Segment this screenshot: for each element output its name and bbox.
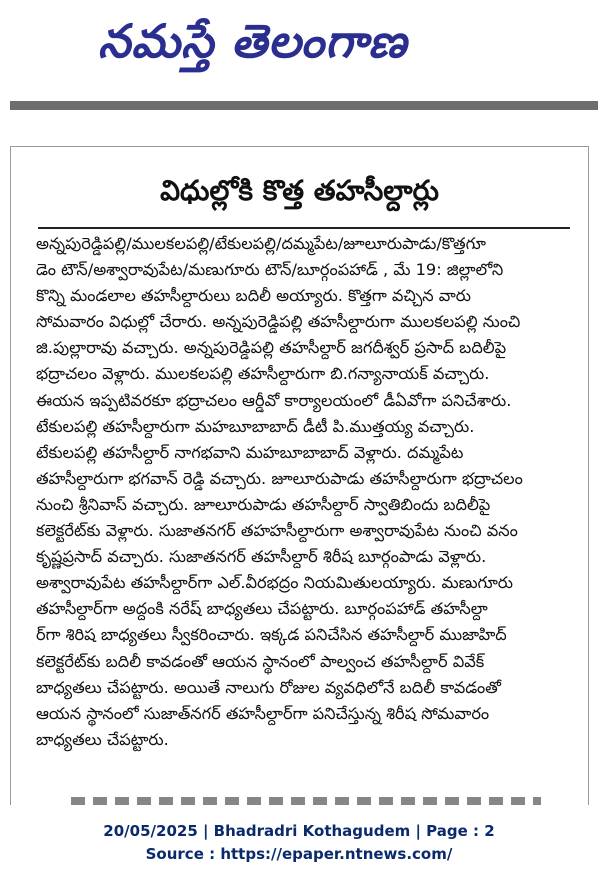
body-line: ర్‌గా శిరిష బాధ్యతలు స్వీకరించారు. ఇక్కడ పనిచేసిన తహసీల్దార్ ముజాహిద్ bbox=[36, 625, 507, 645]
body-line: టేకులపల్లి తహసీల్దారుగా మహబూబాబాద్ డీటీ పి.ముత్తయ్య వచ్చారు. bbox=[36, 416, 475, 436]
body-line: టేకులపల్లి తహసీల్దార్ నాగభవాని మహబూబాబాద్ వెళ్లారు. దమ్మపేట bbox=[36, 442, 464, 462]
body-line: కలెక్టరేట్‌కు వెళ్లారు. సుజాతనగర్ తహహసీల్దారుగా అశ్వారావుపేట నుంచి వనం bbox=[36, 521, 518, 541]
body-line: జి.పుల్లారావు వచ్చారు. అన్నపురెడ్డిపల్లి తహసీల్దార్ జగదీశ్వర్ ప్రసాద్ బదిలీపై bbox=[36, 338, 507, 358]
footer-date-edition: 20/05/2025 | Bhadradri Kothagudem | Page : 2 bbox=[103, 822, 495, 840]
body-line: డెం టౌన్/అశ్వారావుపేట/మణుగూరు టౌన్/బూర్గంపహాడ్ , మే 19: జిల్లాలోని bbox=[36, 260, 504, 280]
masthead-divider bbox=[10, 101, 598, 110]
body-line: సోమవారం విధుల్లో చేరారు. అన్నపురెడ్డిపల్లి తహసీల్దారుగా ములకలపల్లి నుంచి bbox=[36, 312, 521, 332]
body-line: తహసీల్దారుగా భగవాన్ రెడ్డి వచ్చారు. జూలూరుపాడు తహసీల్దారుగా భద్రాచలం bbox=[36, 468, 523, 488]
body-line: కొన్ని మండలాల తహసీల్దారులు బదిలీ అయ్యారు. కొత్తగా వచ్చిన వారు bbox=[36, 286, 471, 306]
footer-source: Source : https://epaper.ntnews.com/ bbox=[145, 845, 453, 863]
body-line: నుంచి శ్రీనివాస్ వచ్చారు. జూలూరుపాడు తహసీల్దార్ స్వాతిబిందు బదిలీపై bbox=[36, 494, 491, 514]
body-line: బాధ్యతలు చేపట్టారు. అయితే నాలుగు రోజుల వ్యవధిలోనే బదిలీ కావడంతో bbox=[36, 677, 501, 697]
article-clipping bbox=[10, 146, 589, 805]
body-line: తహసీల్దార్‌గా అద్దంకి నరేష్ బాధ్యతలు చేపట్టారు. బూర్గంపహాడ్ తహసీల్దా bbox=[36, 599, 488, 619]
body-line: భద్రాచలం వెళ్లారు. ములకలపల్లి తహసీల్దారుగా బి.గన్యానాయక్ వచ్చారు. bbox=[36, 364, 490, 384]
clipped-next-headline bbox=[71, 797, 541, 805]
page-footer bbox=[0, 820, 598, 866]
newspaper-logo: నమస్తే తెలంగాణ bbox=[98, 14, 408, 68]
body-line: ఆయన స్థానంలో సుజాత్‌నగర్ తహసీల్దార్‌గా పనిచేస్తున్న శిరీష సోమవారం bbox=[36, 703, 490, 723]
body-line: అన్నపురెడ్డిపల్లి/ములకలపల్లి/టేకులపల్లి/దమ్మపేట/జూలూరుపాడు/కొత్తగూ bbox=[36, 234, 486, 253]
headline-underline bbox=[38, 227, 570, 229]
body-line: ఈయన ఇప్పటివరకూ భద్రాచలం ఆర్డీవో కార్యాలయంలో డీఏవోగా పనిచేశారు. bbox=[36, 390, 512, 410]
body-line: కలెక్టరేట్‌కు బదిలీ కావడంతో ఆయన స్థానంలో పాల్వంచ తహసీల్దార్ వివేక్ bbox=[36, 651, 485, 671]
article-body bbox=[36, 231, 576, 753]
body-line: కృష్ణప్రసాద్ వచ్చారు. సుజాతనగర్ తహసీల్దార్ శిరీష బూర్గంపాడు వెళ్లారు. bbox=[36, 547, 487, 567]
article-headline: విధుల్లోకి కొత్త తహసీల్దార్లు bbox=[160, 174, 439, 207]
masthead bbox=[0, 0, 598, 100]
body-line: అశ్వారావుపేట తహసీల్దార్‌గా ఎల్.వీరభద్రం నియమితులయ్యారు. మణుగూరు bbox=[36, 573, 513, 593]
body-line: బాధ్యతలు చేపట్టారు. bbox=[36, 729, 169, 749]
